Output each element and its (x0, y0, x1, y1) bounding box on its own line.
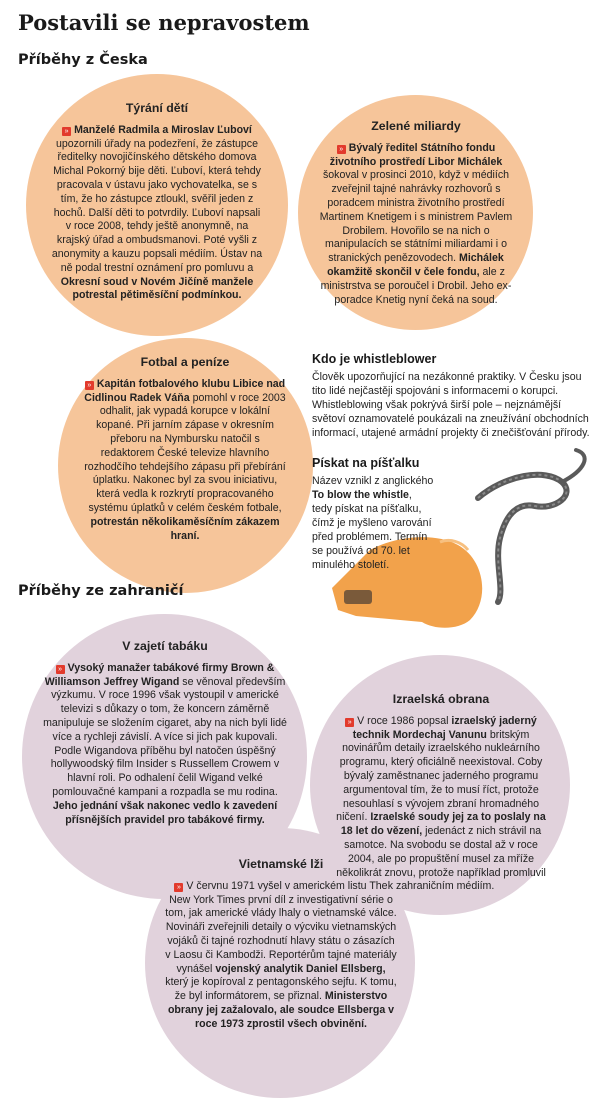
whistleblower-heading: Kdo je whistleblower (312, 352, 437, 366)
bubble-vietnam-lead: vojenský analytik Daniel Ellsberg, (215, 962, 386, 975)
bubble-tabak-end: Jeho jednání však nakonec vedlo k zavedení přísnějších pravidel pro tabákové firmy. (52, 799, 278, 826)
bubble-izrael-pre: V roce 1986 popsal (357, 714, 449, 727)
bubble-tabak (42, 640, 288, 827)
piskat-post: , tedy pískat na píšťalku, čímž je myšleno varování před problémem. Termín se používá od 70. let minulého století. (312, 489, 432, 571)
bubble-tabak-lead: Vysoký manažer tabákové firmy Brown & Williamson Jeffrey Wigand (44, 661, 275, 688)
page-title: Postavili se nepravostem (18, 10, 310, 35)
bubble-tyrani-end: Okresní soud v Novém Jičíně manžele potrestal pětiměsíční podmínkou. (60, 275, 254, 302)
bullet-icon: » (56, 665, 65, 674)
bubble-vietnam-title: Vietnamské lži (238, 857, 324, 871)
whistle-hole (344, 590, 372, 604)
bubble-tyrani-title: Týrání dětí (125, 101, 189, 115)
bullet-icon: » (85, 381, 94, 390)
bubble-fotbal-title: Fotbal a peníze (140, 355, 230, 369)
bubble-zelene (318, 120, 514, 307)
bullet-icon: » (174, 883, 183, 892)
whistle-lanyard-texture (478, 475, 567, 602)
bubble-fotbal-lead: Kapitán fotbalového klubu Libice nad Cidlinou Radek Váňa (84, 377, 286, 404)
bubble-fotbal-body: pomohl v roce 2003 odhalit, jak vypadá korupce v lokální kopané. Při jarním zápase v okresním přeboru na Nymbursku natočil s redaktorem České televize hlavního rozhodčího tehdejšího zápasu při přebírání úplatku. Nakonec byl za svou iniciativu, která vedla k rozkrytí propracovaného systému úplatků v celém českém fotbale, (84, 391, 286, 514)
bubble-izrael-lead: izraelský jaderný technik Mordechaj Vanunu (352, 714, 537, 741)
bubble-vietnam-body: který je kopíroval z pentagonského sejfu. K tomu, že byl informátorem, se přiznal. (165, 976, 397, 1003)
bullet-icon: » (345, 718, 354, 727)
bubble-zelene-title: Zelené miliardy (371, 119, 461, 133)
bubble-tyrani (50, 102, 264, 303)
whistle-lanyard (478, 475, 567, 602)
section-heading-abroad: Příběhy ze zahraničí (18, 583, 184, 599)
bubble-tabak-body: se věnoval především výzkumu. V roce 1996 však vystoupil v americké televizi s důkazy o tom, že koncern záměrně manipuluje se složením cigaret, aby na nich byli lidé více a rychleji závislí. A více si jich pak kupovali. Podle Wigandova příběhu byl natočen úspěšný hollywoodský film Insider s Russellem Crowem v hlavní roli. Po odhalení čelil Wigand velké pomlouvačné kampani a rozpadla se mu rodina. (43, 675, 287, 798)
bullet-icon: » (337, 145, 346, 154)
bubble-zelene-lead: Bývalý ředitel Státního fondu životního prostředí Libor Michálek (329, 141, 503, 168)
whistleblower-text: Člověk upozorňující na nezákonné praktiky. V Česku jsou tito lidé nejčastěji spojováni s informacemi o korupci. Whistleblowing však pokrývá širší pole – nejznámější světoví oznamovatelé poukázali na zneužívání obchodních informací, utajené armádní projekty či znečišťování přírody. (312, 371, 590, 439)
bubble-tabak-title: V zajetí tabáku (122, 639, 208, 653)
bubble-vietnam-pre: V červnu 1971 vyšel v americkém listu The New York Times první díl z investigativní série o tom, jak americké vlády lhaly o vietnamské válce. Novináři zveřejnili detaily o výcviku vietnamských vojáků či tajné rozhodnutí hlavy státu o zásazích v Laosu či Kambodži. Reportérům tajné materiály vynášel (165, 879, 397, 975)
bubble-izrael-end: jedenáct z nich strávil na samotce. Na svobodu se dostal až v roce 2004, ale po propuštění musel za mříže několikrát znovu, protože například promluvil k zahraničním médiím. (336, 825, 546, 893)
bubble-tyrani-lead: Manželé Radmila a Miroslav Ľuboví (74, 123, 252, 136)
section-heading-czech: Příběhy z Česka (18, 52, 148, 68)
bubble-zelene-end: ale z ministrstva se poroučel i Drobil. Jeho ex-poradce Knetig nyní čeká na soud. (320, 265, 512, 306)
whistle-lanyard-end (562, 450, 585, 482)
bullet-icon: » (62, 127, 71, 136)
bubble-fotbal-end: potrestán několikaměsíčním zákazem hraní. (90, 515, 280, 542)
bubble-izrael-title: Izraelská obrana (392, 692, 490, 706)
piskat-heading: Pískat na píšťalku (312, 456, 420, 470)
bubble-vietnam (165, 858, 397, 1032)
piskat-bold: To blow the whistle (312, 489, 409, 501)
bubble-zelene-mid: Michálek okamžitě skončil v čele fondu, (327, 252, 504, 278)
bubble-tyrani-body: upozornili úřady na podezření, že zástupce ředitelky novojičínského dětského domova Michal Pokorný bije děti. Ľuboví, která tehdy pracovala v ústavu jako vychovatelka, se s tím, že ho zástupce ztloukl, svěřil jeden z hochů. Další děti to potvrdily. Ľuboví napsali v roce 2008, tehdy ještě anonymně, na krajský úřad a ombudsmanovi. Poté vyšli z anonymity a kauzu popsali médiím. Ústav na ně podal trestní oznámení pro pomluvu a (51, 137, 263, 274)
piskat-pre: Název vznikl z anglického (312, 475, 434, 487)
bubble-zelene-body: šokoval v prosinci 2010, když v médiích zveřejnil tajné nahrávky rozhovorů s poradcem ministra životního prostředí Martinem Knetigem i s ministrem Pavlem Drobilem. Hovořilo se na nich o manipulacích se státními miliardami i o stranických penězovodech. (319, 169, 513, 265)
bubble-fotbal (82, 356, 288, 543)
bubble-vietnam-end: Ministerstvo obrany jej zažalovalo, ale soudce Ellsberga v roce 1973 zprostil všech obvinění. (167, 990, 395, 1030)
bubble-izrael-body: britským novinářům detaily izraelského nukleárního programu, který oficiálně neexistoval. Coby bývalý zaměstnanec jaderného programu argumentoval tím, že to musí říct, protože nesouhlasí s vývojem zbraní hromadného ničení. (336, 728, 543, 824)
piskat-text (312, 474, 434, 572)
bubble-izrael-mid: Izraelské soudy jej za to poslaly na 18 let do vězení, (340, 811, 546, 838)
